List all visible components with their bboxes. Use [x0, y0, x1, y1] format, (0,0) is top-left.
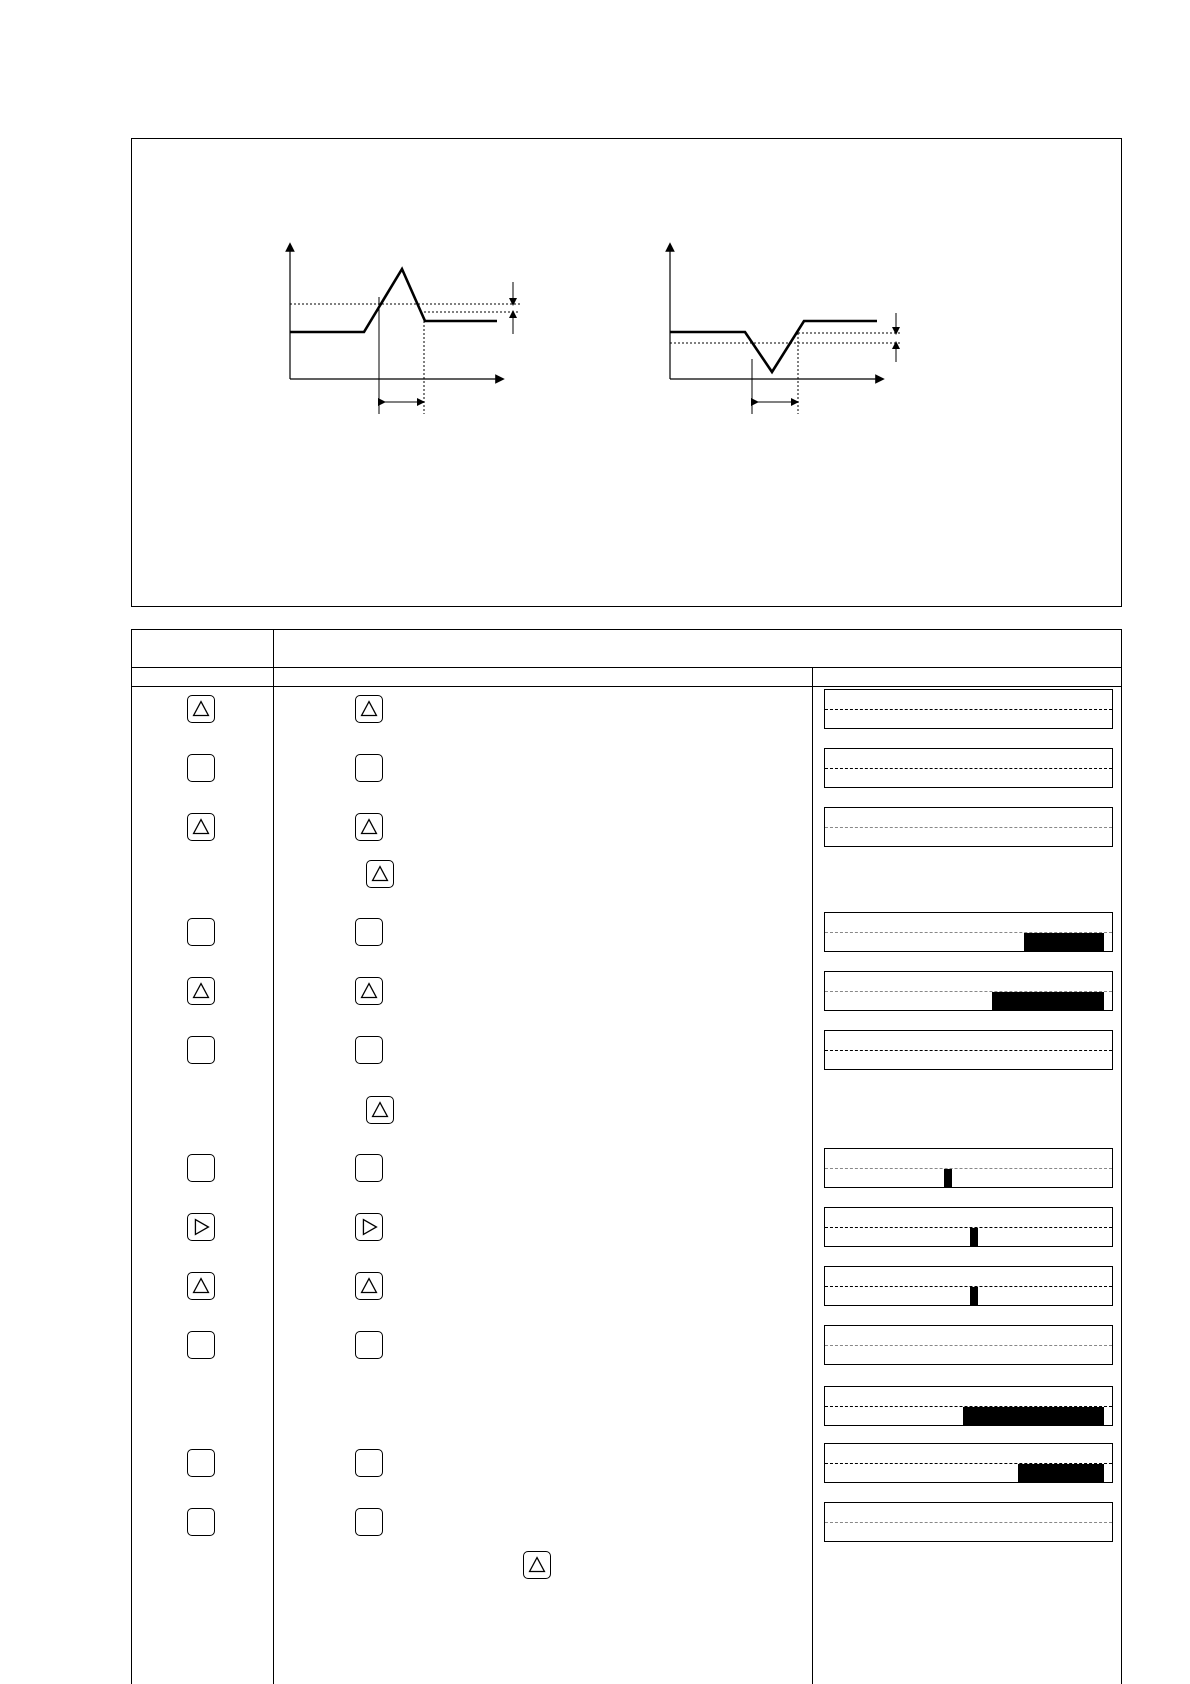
- table-left-border: [131, 629, 132, 1684]
- step-key-up-triangle-icon[interactable]: [187, 695, 215, 723]
- table-col2-divider: [812, 667, 813, 1684]
- lcd-cursor-marker: [944, 1169, 952, 1187]
- desc-key-up-triangle-icon[interactable]: [355, 977, 383, 1005]
- desc-key-blank-key[interactable]: [355, 1154, 383, 1182]
- lcd-display: [824, 748, 1113, 788]
- table-header-divider: [131, 667, 1122, 668]
- confirm-key-up-triangle-icon[interactable]: [366, 860, 394, 888]
- step-key-blank-key[interactable]: [187, 1036, 215, 1064]
- step-key-blank-key[interactable]: [187, 1154, 215, 1182]
- lcd-display: [824, 1030, 1113, 1070]
- lcd-cursor-marker: [970, 1287, 978, 1305]
- lcd-dashed-line: [825, 1286, 1112, 1287]
- lcd-dashed-line: [825, 1050, 1112, 1051]
- desc-key-blank-key[interactable]: [355, 1036, 383, 1064]
- lcd-level-bar: [992, 992, 1104, 1010]
- table-col1-divider: [273, 629, 274, 1684]
- lcd-dashed-line: [825, 827, 1112, 828]
- signal-curve: [290, 269, 497, 332]
- lcd-dashed-line: [825, 1168, 1112, 1169]
- desc-key-blank-key[interactable]: [355, 1331, 383, 1359]
- lcd-display: [824, 971, 1113, 1011]
- peak-diagram: [272, 239, 672, 559]
- signal-curve: [670, 321, 877, 372]
- table-subheader-divider: [131, 686, 1122, 687]
- table-top-border: [131, 629, 1122, 630]
- lcd-level-bar: [1024, 933, 1104, 951]
- lcd-level-bar: [1018, 1464, 1104, 1482]
- confirm-key-up-triangle-icon[interactable]: [523, 1551, 551, 1579]
- step-key-blank-key[interactable]: [187, 1508, 215, 1536]
- lcd-display: [824, 1502, 1113, 1542]
- desc-key-up-triangle-icon[interactable]: [355, 695, 383, 723]
- desc-key-up-triangle-icon[interactable]: [355, 1272, 383, 1300]
- lcd-display: [824, 1207, 1113, 1247]
- desc-key-blank-key[interactable]: [355, 754, 383, 782]
- step-key-right-triangle-icon[interactable]: [187, 1213, 215, 1241]
- lcd-display: [824, 1148, 1113, 1188]
- desc-key-blank-key[interactable]: [355, 918, 383, 946]
- step-key-blank-key[interactable]: [187, 918, 215, 946]
- desc-key-up-triangle-icon[interactable]: [355, 813, 383, 841]
- lcd-dashed-line: [825, 1522, 1112, 1523]
- lcd-display: [824, 1443, 1113, 1483]
- lcd-display: [824, 807, 1113, 847]
- step-key-blank-key[interactable]: [187, 1449, 215, 1477]
- step-key-up-triangle-icon[interactable]: [187, 813, 215, 841]
- lcd-dashed-line: [825, 768, 1112, 769]
- lcd-display: [824, 1386, 1113, 1426]
- confirm-key-up-triangle-icon[interactable]: [366, 1096, 394, 1124]
- lcd-display: [824, 1266, 1113, 1306]
- lcd-display: [824, 1325, 1113, 1365]
- desc-key-blank-key[interactable]: [355, 1449, 383, 1477]
- step-key-blank-key[interactable]: [187, 1331, 215, 1359]
- lcd-cursor-marker: [970, 1228, 978, 1246]
- lcd-display: [824, 912, 1113, 952]
- step-key-up-triangle-icon[interactable]: [187, 977, 215, 1005]
- lcd-display: [824, 689, 1113, 729]
- lcd-dashed-line: [825, 709, 1112, 710]
- desc-key-blank-key[interactable]: [355, 1508, 383, 1536]
- step-key-up-triangle-icon[interactable]: [187, 1272, 215, 1300]
- lcd-dashed-line: [825, 1345, 1112, 1346]
- lcd-level-bar: [963, 1407, 1104, 1425]
- desc-key-right-triangle-icon[interactable]: [355, 1213, 383, 1241]
- figure-frame: [131, 138, 1122, 607]
- step-key-blank-key[interactable]: [187, 754, 215, 782]
- lcd-dashed-line: [825, 1227, 1112, 1228]
- dip-diagram: [652, 239, 1052, 559]
- table-right-border: [1121, 629, 1122, 1684]
